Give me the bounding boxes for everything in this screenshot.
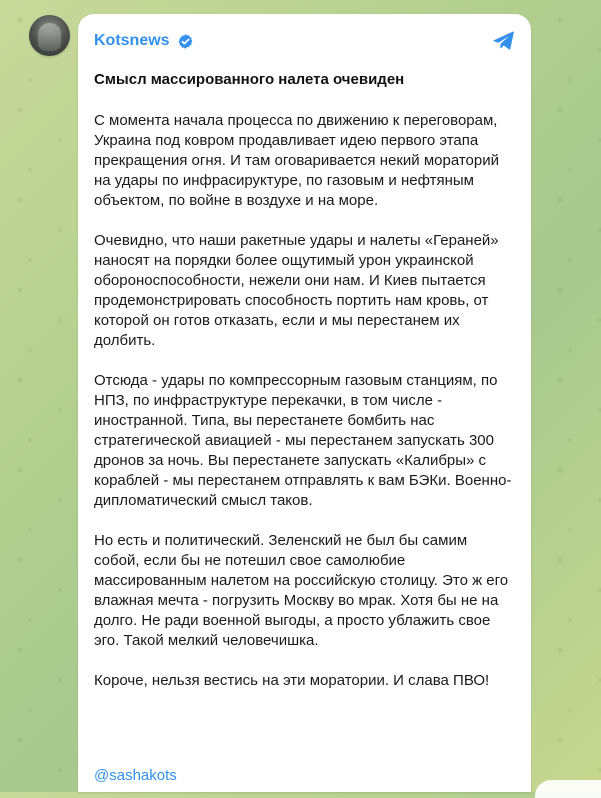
channel-name[interactable]: Kotsnews (94, 32, 170, 49)
post-header (94, 29, 515, 53)
next-card-edge (535, 780, 601, 798)
post-paragraph: Отсюда - удары по компрессорным газовым станциям, по НПЗ, по инфраструктуре перекачки, в том числе - иностранной. Типа, вы перестанете бомбить нас стратегической авиацией - мы перестанем запускать 300 дронов за ночь. Вы перестанете запускать «Калибры» с кораблей - мы перестанем отправлять к вам БЭКи. Военно-дипломатический смысл таков. (94, 372, 512, 509)
telegram-icon[interactable] (490, 28, 515, 53)
post-paragraph: Короче, нельзя вестись на эти моратории. И слава ПВО! (94, 672, 490, 689)
post-card (78, 14, 531, 792)
post-paragraph: Очевидно, что наши ракетные удары и налеты «Гераней» наносят на порядки более ощутимый урон украинской обороноспособности, нежели они нам. И Киев пытается продемонстрировать способность портить нам кровь, от которой он готов отказать, если и мы перестанем их долбить. (94, 232, 499, 349)
avatar-image (38, 23, 61, 51)
post-title: Смысл массированного налета очевиден (94, 71, 405, 88)
post-body (94, 111, 514, 691)
verified-icon (177, 33, 194, 50)
author-link[interactable]: @sashakots (94, 767, 177, 784)
post-paragraph: С момента начала процесса по движению к переговорам, Украина под ковром продавливает идею первого этапа прекращения огня. И там оговаривается некий мораторий на удары по инфрасируктуре, по газовым и нефтяным объектом, по войне в воздухе и на море. (94, 112, 499, 209)
post-paragraph: Но есть и политический. Зеленский не был бы самим собой, если бы не потешил свое самолюбие массированным налетом на российскую столицу. Это ж его влажная мечта - погрузить Москву во мрак. Хотя бы не на долго. Не ради военной выгоды, а просто ублажить свое эго. Такой мелкий человечишка. (94, 532, 509, 649)
channel-avatar[interactable] (29, 15, 70, 56)
